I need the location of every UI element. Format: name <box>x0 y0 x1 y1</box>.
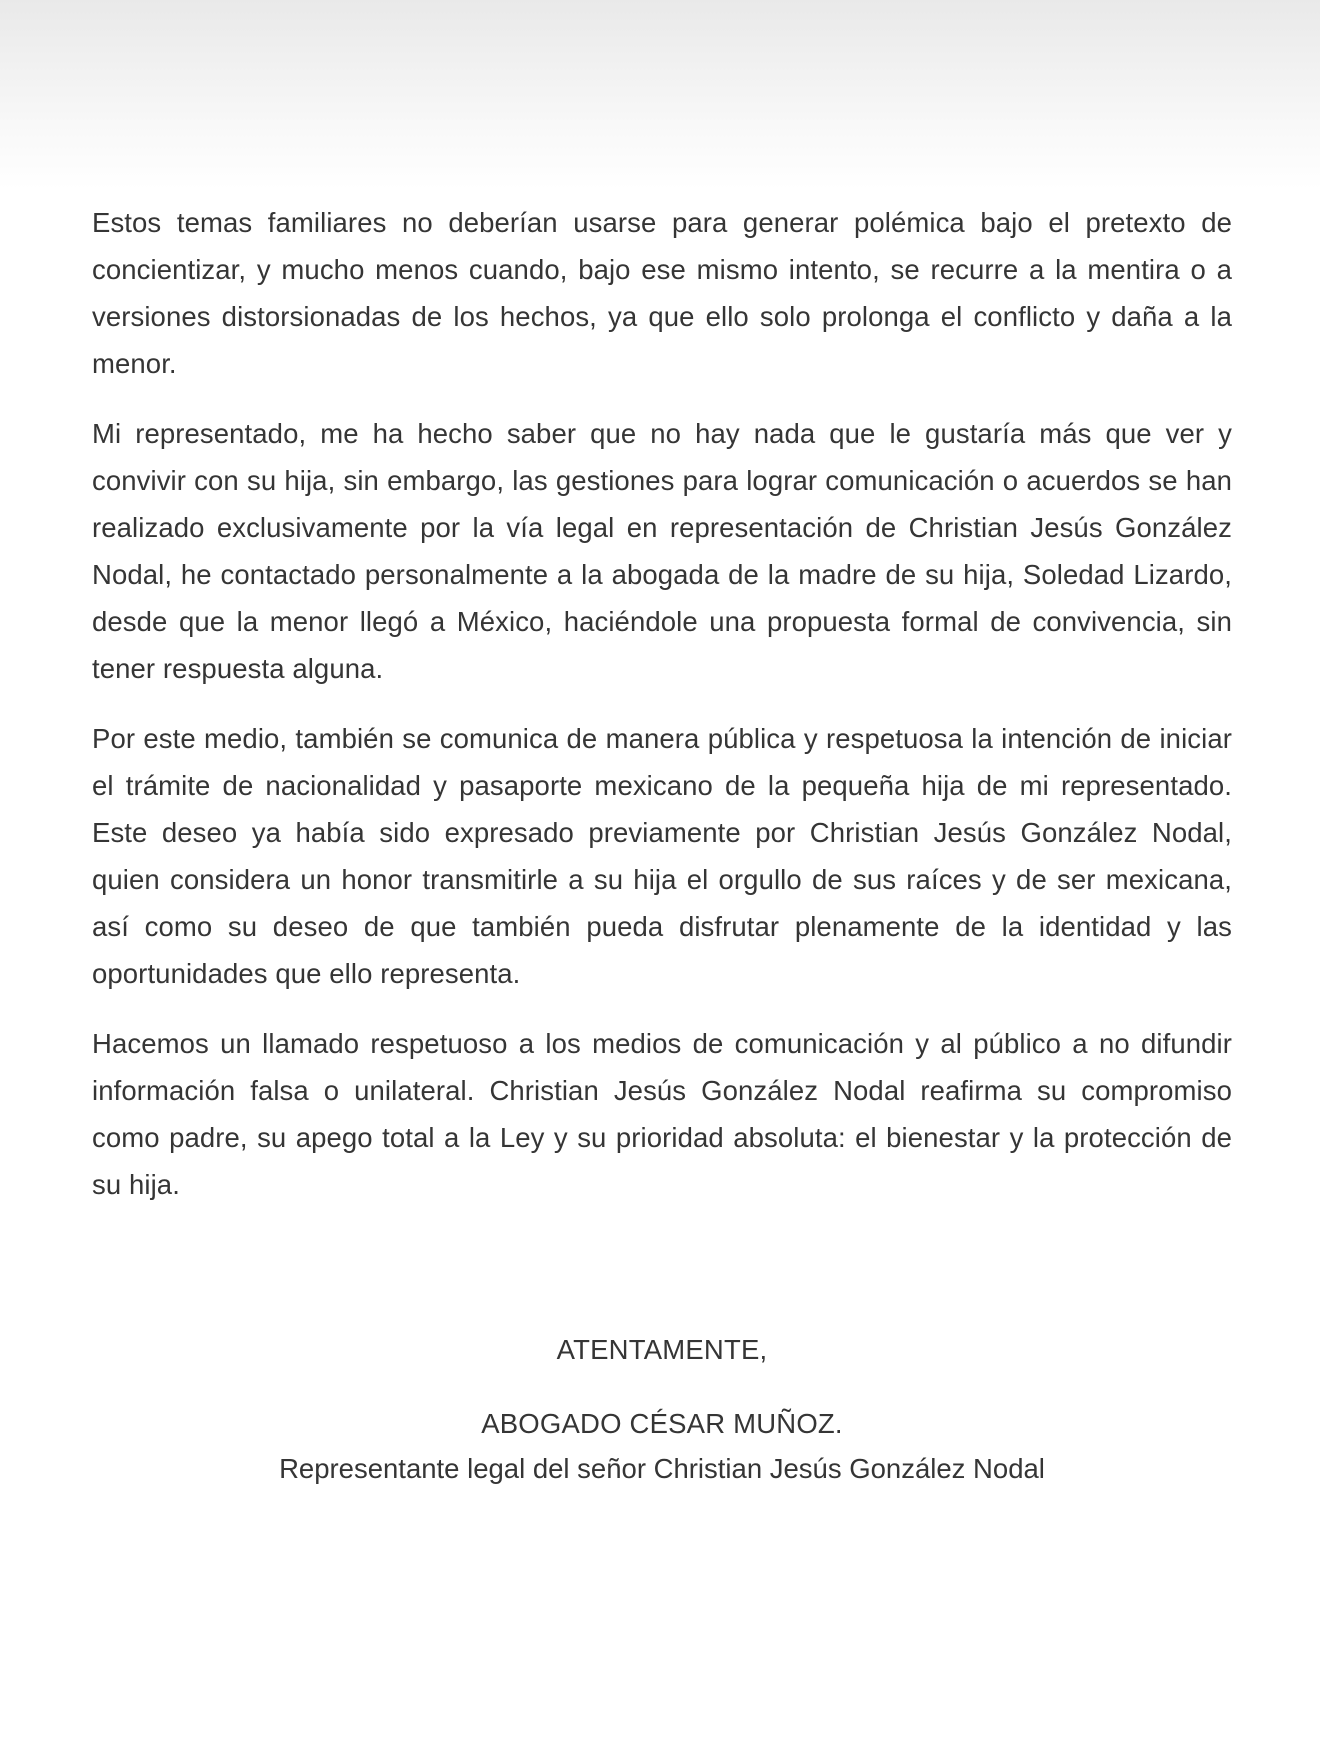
signature-block <box>92 1326 1232 1491</box>
signature-name: ABOGADO CÉSAR MUÑOZ. <box>481 1408 843 1439</box>
signature-role: Representante legal del señor Christian Jesús González Nodal <box>279 1453 1045 1484</box>
closing-salutation: ATENTAMENTE, <box>556 1334 768 1365</box>
top-gradient-shading <box>0 0 1320 190</box>
paragraph-legal-efforts: Mi representado, me ha hecho saber que no hay nada que le gustaría más que ver y convivir con su hija, sin embargo, las gestiones para lograr comunicación o acuerdos se han realizado exclusivamente por la vía legal en representación de Christian Jesús González Nodal, he contactado personalmente a la abogada de la madre de su hija, Soledad Lizardo, desde que la menor llegó a México, haciéndole una propuesta formal de convivencia, sin tener respuesta alguna. <box>92 418 1232 684</box>
paragraph-nationality-passport: Por este medio, también se comunica de manera pública y respetuosa la intención de iniciar el trámite de nacionalidad y pasaporte mexicano de la pequeña hija de mi representado. Este deseo ya había sido expresado previamente por Christian Jesús González Nodal, quien considera un honor transmitirle a su hija el orgullo de sus raíces y de ser mexicana, así como su deseo de que también pueda disfrutar plenamente de la identidad y las oportunidades que ello representa. <box>92 723 1232 989</box>
paragraph-family-matters: Estos temas familiares no deberían usarse para generar polémica bajo el pretexto de concientizar, y mucho menos cuando, bajo ese mismo intento, se recurre a la mentira o a versiones distorsionadas de los hechos, ya que ello solo prolonga el conflicto y daña a la menor. <box>92 207 1232 379</box>
document-body <box>92 199 1232 1231</box>
paragraph-media-appeal: Hacemos un llamado respetuoso a los medios de comunicación y al público a no difundir información falsa o unilateral. Christian Jesús González Nodal reafirma su compromiso como padre, su apego total a la Ley y su prioridad absoluta: el bienestar y la protección de su hija. <box>92 1028 1232 1200</box>
